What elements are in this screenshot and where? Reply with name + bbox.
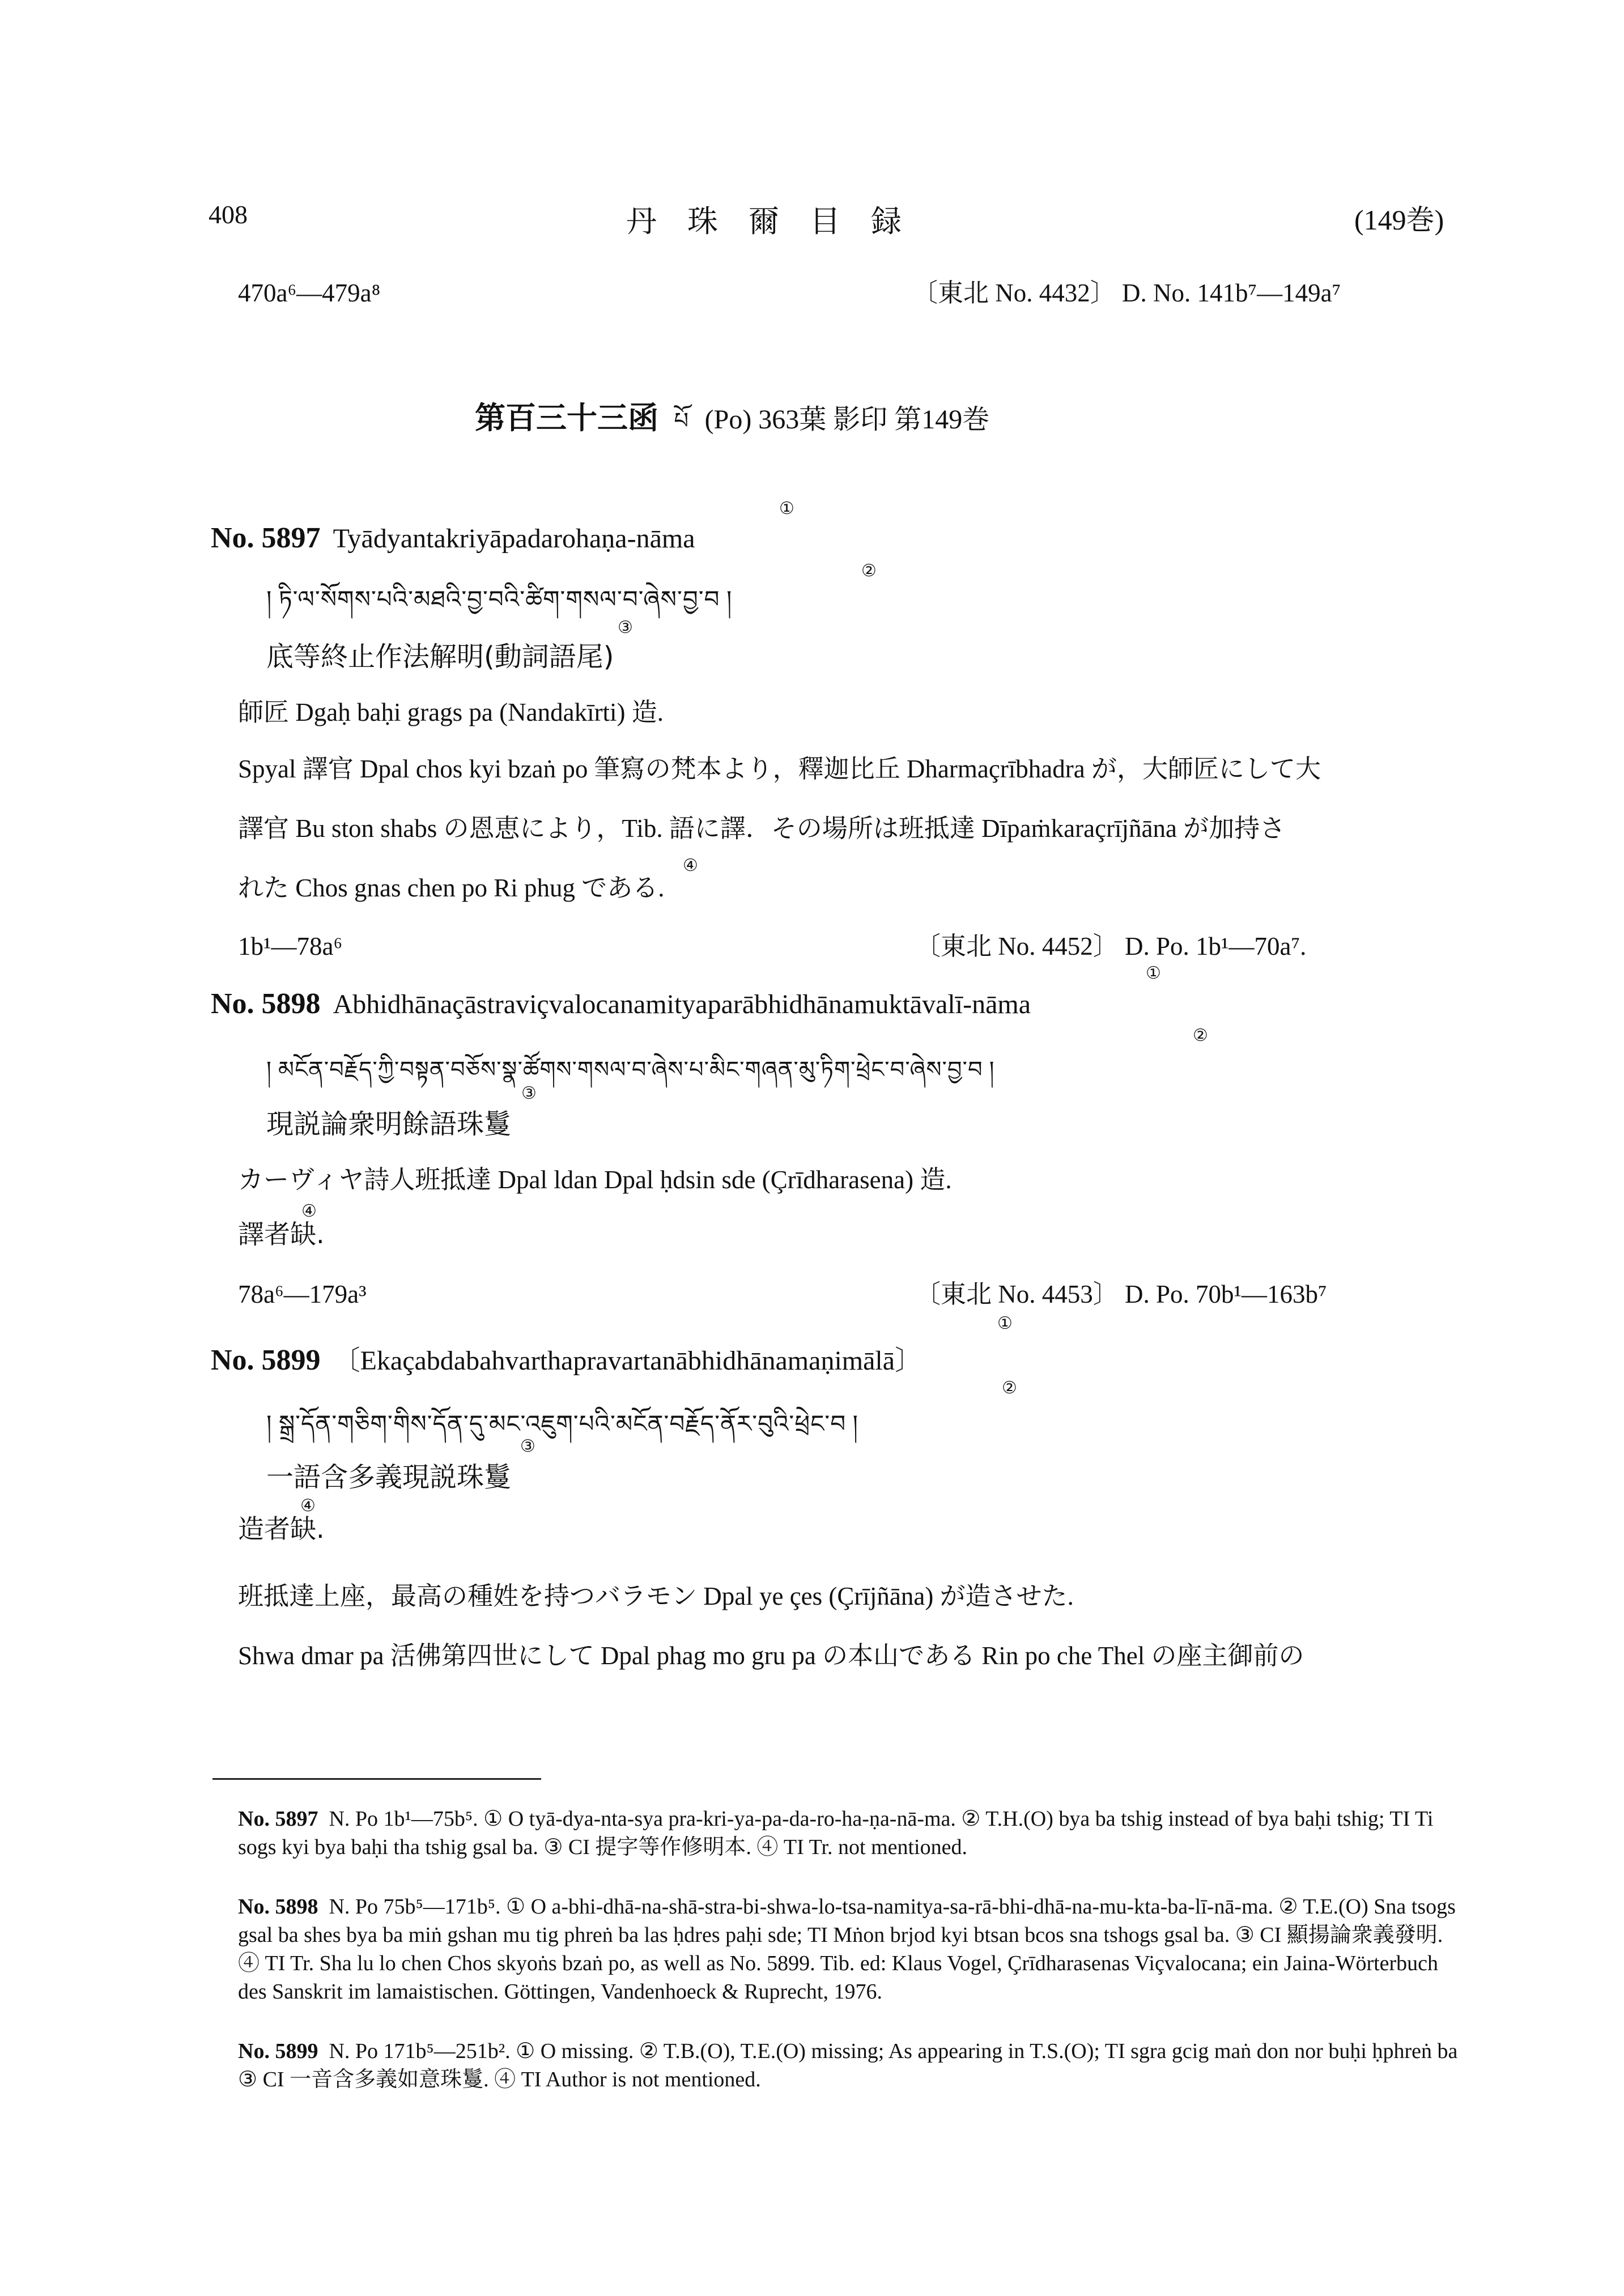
marker-4: ④ — [683, 856, 698, 875]
footnote-text: N. Po 171b⁵—251b². ① O missing. ② T.B.(O), T.E.(O) missing; As appearing in T.S.(O); TI sgra gcig maṅ don nor buḥi ḥphreṅ ba ③ CI 一音含多義如意珠鬘. ④ TI Author is not mentioned. — [238, 2039, 1458, 2091]
footnote-5897 — [238, 1805, 1468, 1861]
entry-5899-tibetan: ། སྒྲ་དོན་གཅིག་གིས་དོན་དུ་མང་འཇུག་པའི་མངོན་བརྗོད་ནོར་བུའི་ཕྲེང་བ ། — [266, 1411, 858, 1438]
entry-5898-chinese: 現説論衆明餘語珠鬘 — [266, 1108, 512, 1140]
entry-5898-heading — [211, 987, 1031, 1021]
entry-5899-heading — [211, 1338, 922, 1377]
footnote-rule — [212, 1778, 541, 1780]
marker-1: ① — [997, 1313, 1013, 1333]
entry-5897-heading — [211, 521, 695, 555]
entry-5899-line-2: Shwa dmar pa 活佛第四世にして Dpal phag mo gru pa の本山である Rin po che Thel の座主御前の — [238, 1642, 1304, 1670]
section-heading — [475, 394, 989, 459]
marker-2: ② — [1002, 1378, 1017, 1398]
prev-entry-range: 470a⁶—479a⁸ — [238, 279, 381, 307]
entry-5897-chinese: 底等終止作法解明(動詞語尾) — [266, 641, 614, 673]
footnote-number: No. 5898 — [238, 1895, 318, 1919]
footnote-text: N. Po 75b⁵—171b⁵. ① O a-bhi-dhā-na-shā-stra-bi-shwa-lo-tsa-namitya-sa-rā-bhi-dhā-na-mu-kta-ba-lī-nā-ma. ② T.E.(O) Sna tsogs gsal ba shes bya ba miṅ gshan mu tig phreṅ ba las ḥdres paḥi sde; TI Mṅon brjod kyi btsan bcos sna tshogs gsal ba. ③ CI 顯揚論衆義發明. ④ TI Tr. Sha lu lo chen Chos skyoṅs bzaṅ po, as well as No. 5899. Tib. ed: Klaus Vogel, Çrīdharasenas Viçvalocana; ein Jaina-Wörterbuch des Sanskrit im lamaistischen. Göttingen, Vandenhoeck & Ruprecht, 1976. — [238, 1895, 1456, 2004]
running-title: 丹 珠 爾 目 録 — [626, 203, 902, 239]
entry-title: 〔Ekaçabdabahvarthapravartanābhidhānamaṇimālā〕 — [333, 1346, 922, 1376]
entry-5897-range: 1b¹—78a⁶ — [238, 932, 343, 960]
section-title: 第百三十三函 — [475, 400, 658, 436]
footnote-5898 — [238, 1893, 1468, 2006]
marker-3: ③ — [618, 618, 633, 637]
entry-number: No. 5897 — [211, 522, 321, 554]
marker-3: ③ — [521, 1083, 537, 1103]
entry-title: Abhidhānaçāstraviçvalocanamityaparābhidhānamuktāvalī-nāma — [333, 989, 1031, 1019]
section-info: (Po) 363葉 影印 第149巻 — [704, 405, 990, 435]
entry-5898-translator: 譯者缺. — [238, 1219, 325, 1249]
entry-5899-line-1: 班抵達上座，最高の種姓を持つバラモン Dpal ye çes (Çrījñāna) が造させた. — [238, 1582, 1074, 1610]
entry-5897-line-2: 譯官 Bu ston shabs の恩恵により，Tib. 語に譯．その場所は班抵達 Dīpaṁkaraçrījñāna が加持さ — [238, 814, 1286, 843]
entry-5898-tibetan: ། མངོན་བརྗོད་ཀྱི་བསྟན་བཅོས་སྣ་ཚོགས་གསལ་བ་ཞེས་པ་མིང་གཞན་མུ་ཏིག་ཕྲེང་བ་ཞེས་བྱ་བ ། — [266, 1057, 995, 1082]
entry-number: No. 5898 — [211, 988, 321, 1020]
entry-5897-line-1: Spyal 譯官 Dpal chos kyi bzaṅ po 筆寫の梵本より，釋迦比丘 Dharmaçrībhadra が，大師匠にして大 — [238, 755, 1321, 783]
marker-3: ③ — [520, 1436, 535, 1456]
entry-5897-line-3: れた Chos gnas chen po Ri phug である. — [238, 874, 665, 902]
prev-entry-refs: 〔東北 No. 4432〕 D. No. 141b⁷—149a⁷ — [912, 279, 1341, 307]
entry-5897-tibetan: ། ཏི་ལ་སོགས་པའི་མཐའི་བྱ་བའི་ཚིག་གསལ་བ་ཞེས་བྱ་བ ། — [266, 587, 733, 613]
footnote-number: No. 5897 — [238, 1807, 318, 1831]
section-tibetan: པོ — [674, 408, 690, 433]
entry-5898-author: カーヴィヤ詩人班抵達 Dpal ldan Dpal ḥdsin sde (Çrīdharasena) 造. — [238, 1166, 952, 1194]
entry-number: No. 5899 — [211, 1344, 321, 1376]
entry-5899-chinese: 一語含多義現説珠鬘 — [266, 1461, 512, 1493]
marker-2: ② — [861, 561, 877, 581]
footnote-number: No. 5899 — [238, 2039, 318, 2063]
volume-label: (149巻) — [1354, 204, 1444, 236]
marker-4: ④ — [301, 1201, 317, 1221]
entry-5897-author: 師匠 Dgaḥ baḥi grags pa (Nandakīrti) 造. — [238, 698, 664, 726]
footnote-5899 — [238, 2037, 1468, 2094]
footnote-text: N. Po 1b¹—75b⁵. ① O tyā-dya-nta-sya pra-kri-ya-pa-da-ro-ha-ṇa-nā-ma. ② T.H.(O) bya ba tshig instead of bya baḥi tshig; TI Ti sogs kyi bya baḥi tha tshig gsal ba. ③ CI 提字等作修明本. ④ TI Tr. not mentioned. — [238, 1807, 1434, 1859]
marker-1: ① — [1146, 963, 1161, 983]
page-number: 408 — [209, 200, 248, 229]
entry-5897-refs: 〔東北 No. 4452〕 D. Po. 1b¹—70a⁷. — [915, 932, 1307, 960]
marker-2: ② — [1193, 1026, 1208, 1045]
entry-title: Tyādyantakriyāpadarohaṇa-nāma — [333, 524, 695, 554]
entry-5899-author: 造者缺. — [238, 1513, 325, 1544]
entry-5898-refs: 〔東北 No. 4453〕 D. Po. 70b¹—163b⁷ — [915, 1280, 1327, 1308]
marker-4: ④ — [300, 1496, 316, 1516]
entry-5898-range: 78a⁶—179a³ — [238, 1280, 367, 1308]
marker-1: ① — [779, 499, 794, 518]
